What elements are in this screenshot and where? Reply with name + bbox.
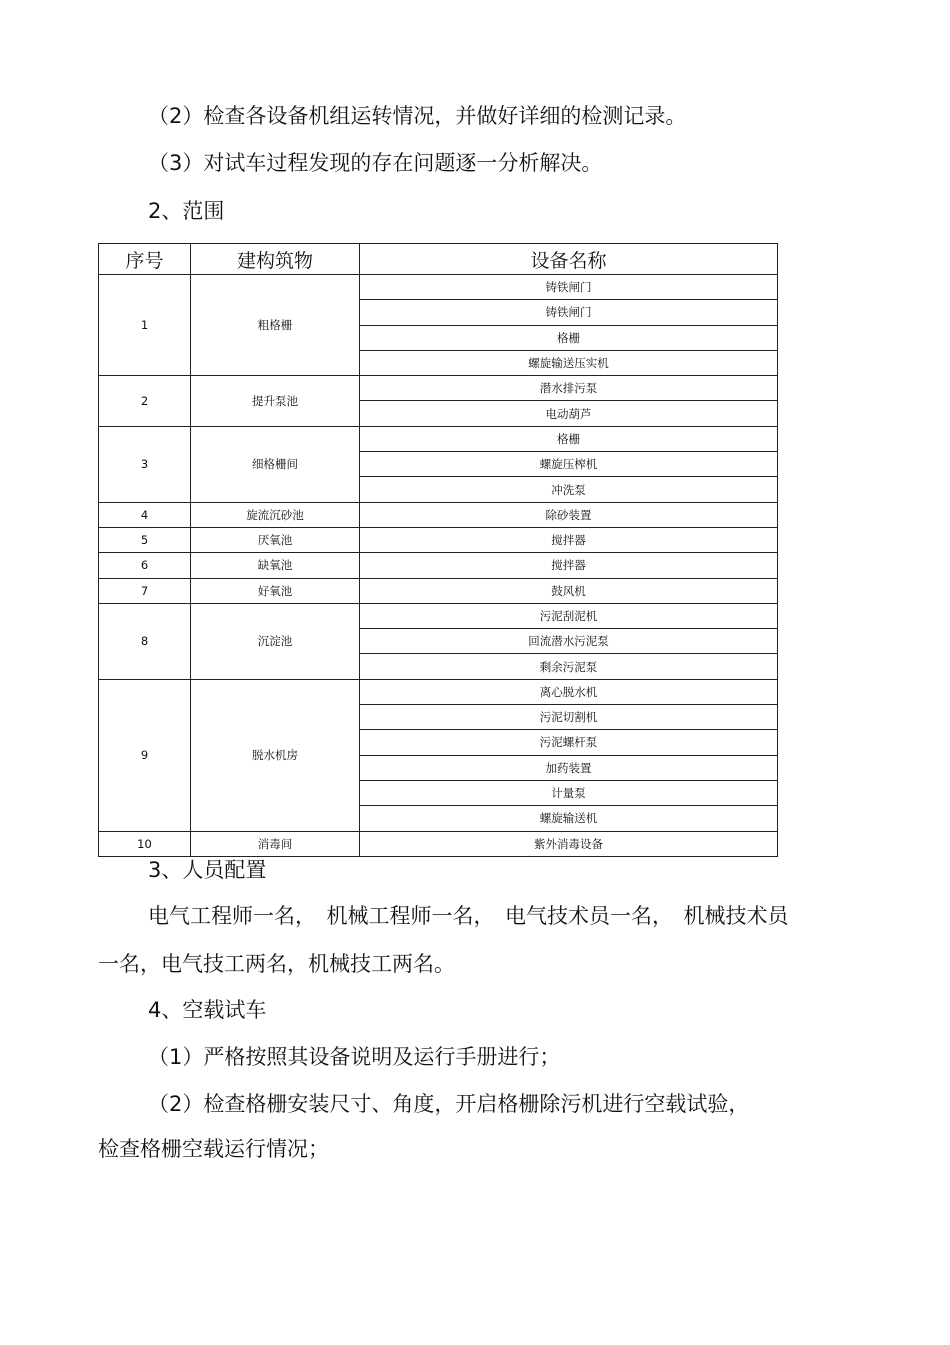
cell-building: 厌氧池: [191, 527, 360, 552]
paragraph-staffing-line2: 一名，电气技工两名，机械技工两名。: [98, 952, 455, 976]
cell-equipment-name: 剩余污泥泵: [360, 654, 778, 679]
cell-serial-number: 1: [99, 275, 191, 376]
paragraph-check-units: （2）检查各设备机组运转情况，并做好详细的检测记录。: [148, 104, 687, 128]
cell-equipment-name: 铸铁闸门: [360, 275, 778, 300]
cell-building: 粗格栅: [191, 275, 360, 376]
header-serial-number: 序号: [99, 244, 191, 275]
cell-equipment-name: 污泥螺杆泵: [360, 730, 778, 755]
cell-equipment-name: 潜水排污泵: [360, 376, 778, 401]
cell-serial-number: 9: [99, 679, 191, 831]
cell-building: 提升泵池: [191, 376, 360, 427]
table-row: [99, 426, 778, 451]
paragraph-staffing-line1: 电气工程师一名， 机械工程师一名， 电气技术员一名， 机械技术员: [148, 904, 789, 928]
table-row: [99, 578, 778, 603]
table-row: [99, 679, 778, 704]
cell-equipment-name: 螺旋输送机: [360, 806, 778, 831]
cell-building: 缺氧池: [191, 553, 360, 578]
cell-equipment-name: 螺旋压榨机: [360, 452, 778, 477]
table-row: [99, 527, 778, 552]
cell-serial-number: 10: [99, 831, 191, 856]
table-row: [99, 275, 778, 300]
cell-equipment-name: 搅拌器: [360, 553, 778, 578]
cell-equipment-name: 加药装置: [360, 755, 778, 780]
equipment-scope-table: [98, 243, 778, 857]
cell-equipment-name: 除砂装置: [360, 502, 778, 527]
cell-equipment-name: 鼓风机: [360, 578, 778, 603]
cell-serial-number: 3: [99, 426, 191, 502]
cell-building: 沉淀池: [191, 603, 360, 679]
heading-staffing: 3、人员配置: [148, 858, 267, 882]
cell-equipment-name: 回流潜水污泥泵: [360, 629, 778, 654]
cell-building: 脱水机房: [191, 679, 360, 831]
cell-equipment-name: 格栅: [360, 426, 778, 451]
cell-equipment-name: 紫外消毒设备: [360, 831, 778, 856]
cell-equipment-name: 搅拌器: [360, 527, 778, 552]
header-equipment-name: 设备名称: [360, 244, 778, 275]
header-building: 建构筑物: [191, 244, 360, 275]
cell-serial-number: 5: [99, 527, 191, 552]
cell-equipment-name: 格栅: [360, 325, 778, 350]
cell-serial-number: 4: [99, 502, 191, 527]
cell-serial-number: 8: [99, 603, 191, 679]
table-row: [99, 603, 778, 628]
paragraph-test-step1: （1）严格按照其设备说明及运行手册进行；: [148, 1045, 561, 1069]
cell-equipment-name: 电动葫芦: [360, 401, 778, 426]
cell-building: 细格栅间: [191, 426, 360, 502]
cell-equipment-name: 计量泵: [360, 780, 778, 805]
paragraph-analyze-issues: （3）对试车过程发现的存在问题逐一分析解决。: [148, 151, 603, 175]
table-header-row: [99, 244, 778, 275]
paragraph-test-step2-line1: （2）检查格栅安装尺寸、角度，开启格栅除污机进行空载试验，: [148, 1092, 750, 1116]
table-row: [99, 376, 778, 401]
cell-building: 好氧池: [191, 578, 360, 603]
cell-serial-number: 7: [99, 578, 191, 603]
cell-equipment-name: 污泥刮泥机: [360, 603, 778, 628]
cell-equipment-name: 污泥切割机: [360, 705, 778, 730]
cell-serial-number: 6: [99, 553, 191, 578]
cell-building: 消毒间: [191, 831, 360, 856]
cell-building: 旋流沉砂池: [191, 502, 360, 527]
cell-equipment-name: 冲洗泵: [360, 477, 778, 502]
table-row: [99, 502, 778, 527]
cell-equipment-name: 铸铁闸门: [360, 300, 778, 325]
heading-no-load-test: 4、空载试车: [148, 998, 267, 1022]
table-body: [99, 275, 778, 857]
heading-scope: 2、范围: [148, 199, 225, 223]
cell-equipment-name: 螺旋输送压实机: [360, 350, 778, 375]
cell-serial-number: 2: [99, 376, 191, 427]
table-row: [99, 553, 778, 578]
cell-equipment-name: 离心脱水机: [360, 679, 778, 704]
paragraph-test-step2-line2: 检查格栅空载运行情况；: [98, 1137, 329, 1161]
table-row: [99, 831, 778, 856]
